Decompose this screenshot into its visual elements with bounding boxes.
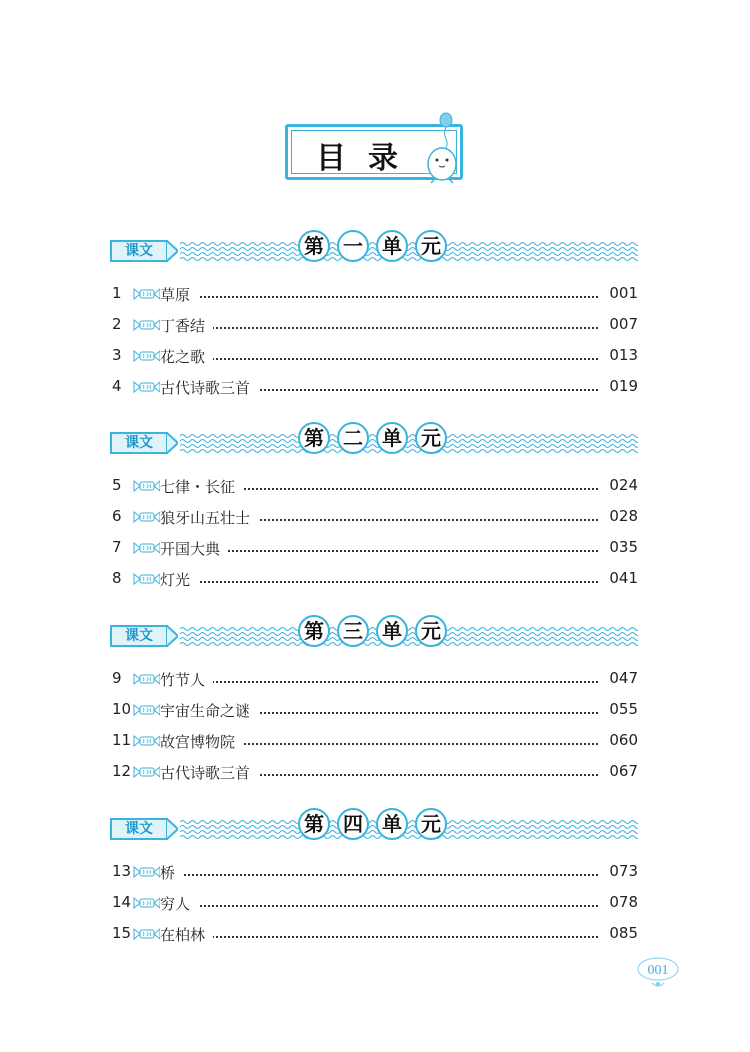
unit-header [110,615,638,661]
lesson-number: 15 [112,924,132,942]
wave-decoration [180,430,638,458]
unit-title-char: 元 [415,808,447,840]
wave-decoration [180,623,638,651]
tab-arrow-icon [166,625,178,647]
lesson-page-number: 047 [603,669,638,687]
unit-title-char: 第 [298,230,330,262]
lesson-title: 古代诗歌三首 [160,377,258,398]
ribbon-icon [132,572,162,586]
lesson-page-number: 019 [603,377,638,395]
toc-entry[interactable] [112,346,638,366]
ribbon-icon [132,541,162,555]
lesson-number: 2 [112,315,122,333]
toc-entry[interactable] [112,284,638,304]
dot-leader [172,358,598,360]
lesson-page-number: 085 [603,924,638,942]
lesson-number: 12 [112,762,132,780]
lesson-page-number: 024 [603,476,638,494]
lesson-number: 1 [112,284,122,302]
toc-entry[interactable] [112,893,638,913]
page-title: 目录 [316,141,420,176]
ribbon-icon [132,896,162,910]
lesson-page-number: 028 [603,507,638,525]
unit-title-char: 第 [298,422,330,454]
lesson-title: 古代诗歌三首 [160,762,258,783]
lesson-title: 开国大典 [160,538,228,559]
wave-decoration [180,816,638,844]
unit-title-char: 四 [337,808,369,840]
lesson-number: 7 [112,538,122,556]
dot-leader [172,327,598,329]
lesson-title: 七律・长征 [160,476,243,497]
lesson-tab: 课文 [110,240,168,262]
unit-title-char: 单 [376,230,408,262]
lesson-page-number: 060 [603,731,638,749]
dot-leader [172,550,598,552]
lesson-title: 故宫博物院 [160,731,243,752]
toc-entry[interactable] [112,476,638,496]
dot-leader [172,874,598,876]
unit-title-char: 三 [337,615,369,647]
unit-title-char: 一 [337,230,369,262]
lesson-tab: 课文 [110,818,168,840]
lesson-tab: 课文 [110,432,168,454]
lesson-title: 桥 [160,862,183,883]
lesson-page-number: 067 [603,762,638,780]
page-number-badge [636,956,680,990]
lesson-title: 穷人 [160,893,198,914]
ribbon-icon [132,927,162,941]
lesson-number: 9 [112,669,122,687]
lesson-page-number: 078 [603,893,638,911]
dot-leader [172,296,598,298]
lesson-title: 狼牙山五壮士 [160,507,258,528]
tab-arrow-icon [166,818,178,840]
toc-entry[interactable] [112,669,638,689]
toc-entry[interactable] [112,700,638,720]
unit-title-char: 二 [337,422,369,454]
ribbon-icon [132,349,162,363]
unit-title-char: 第 [298,808,330,840]
dot-leader [172,681,598,683]
ribbon-icon [132,380,162,394]
toc-entry[interactable] [112,924,638,944]
tab-arrow-icon [166,432,178,454]
lesson-page-number: 041 [603,569,638,587]
toc-entry[interactable] [112,538,638,558]
toc-entry[interactable] [112,762,638,782]
ribbon-icon [132,734,162,748]
lesson-page-number: 013 [603,346,638,364]
lesson-number: 5 [112,476,122,494]
dot-leader [172,581,598,583]
ribbon-icon [132,703,162,717]
lesson-number: 6 [112,507,122,525]
lesson-title: 宇宙生命之谜 [160,700,258,721]
toc-entry[interactable] [112,569,638,589]
unit-title-char: 元 [415,230,447,262]
lesson-title: 灯光 [160,569,198,590]
lesson-number: 14 [112,893,132,911]
dot-leader [172,936,598,938]
ribbon-icon [132,765,162,779]
lesson-title: 丁香结 [160,315,213,336]
unit-title-char: 元 [415,615,447,647]
lesson-title: 在柏林 [160,924,213,945]
dot-leader [172,905,598,907]
lesson-number: 3 [112,346,122,364]
ribbon-icon [132,510,162,524]
ribbon-icon [132,318,162,332]
lesson-number: 13 [112,862,132,880]
toc-entry[interactable] [112,315,638,335]
toc-entry[interactable] [112,862,638,882]
mascot-with-balloon-icon [420,108,466,184]
unit-title-char: 单 [376,615,408,647]
lesson-page-number: 055 [603,700,638,718]
lesson-title: 竹节人 [160,669,213,690]
lesson-number: 11 [112,731,132,749]
lesson-number: 10 [112,700,132,718]
ribbon-icon [132,287,162,301]
ribbon-icon [132,865,162,879]
lesson-number: 8 [112,569,122,587]
unit-header [110,230,638,276]
ribbon-icon [132,479,162,493]
lesson-title: 花之歌 [160,346,213,367]
lesson-number: 4 [112,377,122,395]
unit-title-char: 单 [376,808,408,840]
unit-title-char: 单 [376,422,408,454]
unit-title-char: 第 [298,615,330,647]
lesson-page-number: 073 [603,862,638,880]
wave-decoration [180,238,638,266]
unit-title-char: 元 [415,422,447,454]
toc-entry[interactable] [112,507,638,527]
page-number: 001 [647,963,669,978]
lesson-tab: 课文 [110,625,168,647]
unit-header [110,422,638,468]
lesson-page-number: 035 [603,538,638,556]
tab-arrow-icon [166,240,178,262]
ribbon-icon [132,672,162,686]
lesson-page-number: 007 [603,315,638,333]
lesson-page-number: 001 [603,284,638,302]
unit-header [110,808,638,854]
lesson-title: 草原 [160,284,198,305]
toc-entry[interactable] [112,731,638,751]
toc-entry[interactable] [112,377,638,397]
